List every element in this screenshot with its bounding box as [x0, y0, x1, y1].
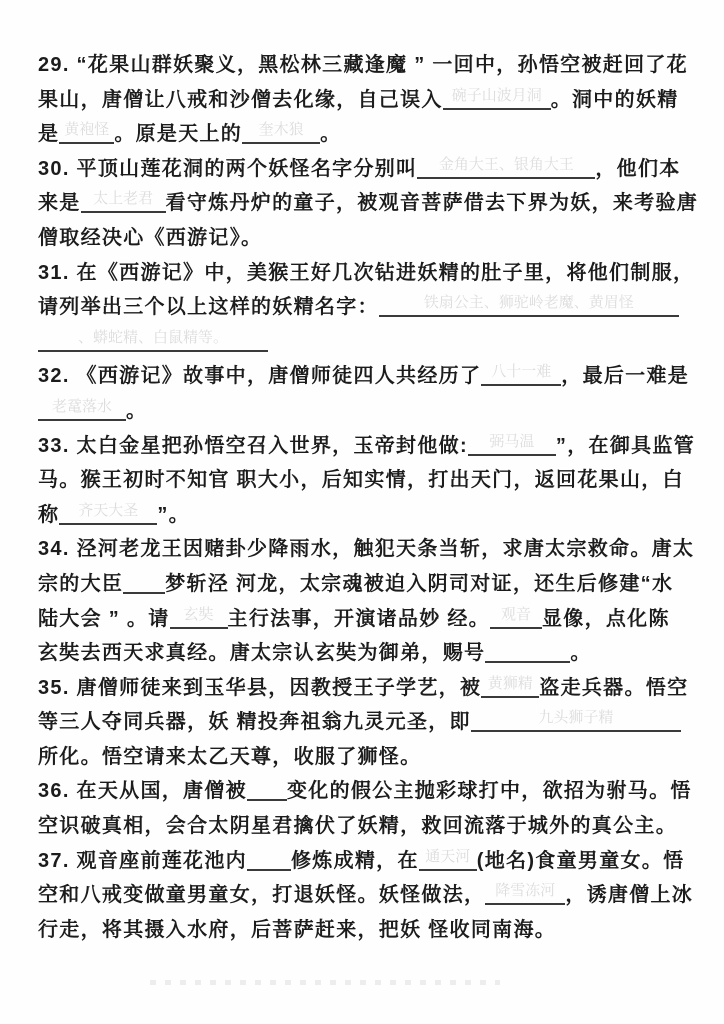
fill-in-blank: 降雪冻河 [485, 879, 565, 905]
question-30-line-3 [38, 221, 694, 256]
question-text: 修炼成精，在 [290, 849, 419, 872]
worksheet-content [38, 48, 699, 947]
question-text: ，诱唐僧上冰 [565, 884, 694, 907]
question-text: 请列举出三个以上这样的妖精名字： [38, 296, 379, 319]
question-text: 主行法事，开演诸品妙 经。 [227, 607, 490, 630]
question-text: 果山，唐僧让八戒和沙僧去化缘，自己误入 [38, 88, 443, 111]
question-30-line-1 [38, 152, 694, 187]
question-text: 变化的假公主抛彩球打中，欲招为驸马。悟 [286, 780, 692, 803]
question-36-line-1 [38, 774, 694, 809]
question-text: 空和八戒变做童男童女，打退妖怪。妖怪做法， [38, 884, 486, 907]
fill-in-blank: 齐天大圣 [59, 499, 157, 525]
question-text: ”。 [157, 503, 190, 526]
fill-in-blank: 八十一难 [481, 360, 561, 386]
question-text: ”，在御具监管 [555, 434, 696, 457]
question-text: (地名)食童男童女。悟 [476, 849, 685, 872]
fill-in-blank [247, 845, 291, 871]
fill-in-blank: 黄狮精 [481, 672, 539, 698]
question-text: 行走，将其摄入水府，后菩萨赶来，把妖 怪收同南海。 [38, 918, 557, 941]
question-34-line-4 [38, 636, 694, 671]
question-30-line-2 [38, 186, 699, 221]
question-text: ，他们本 [595, 157, 681, 180]
fill-in-blank [123, 568, 165, 594]
fill-in-blank: 、蟒蛇精、白鼠精等。 [38, 326, 268, 352]
question-text: 马。猴王初时不知官 职大小，后知实情，打出天门，返回花果山，白 [38, 469, 684, 492]
question-32-line-2 [38, 394, 694, 429]
fill-in-blank [485, 637, 570, 663]
question-29-line-3 [38, 117, 694, 152]
question-text: 所化。悟空请来太乙天尊，收服了狮怪。 [38, 745, 422, 768]
question-text: 31. 在《西游记》中，美猴王好几次钻进妖精的肚子里，将他们制服， [38, 261, 695, 284]
question-text: 是 [38, 123, 60, 146]
question-text: 僧取经决心《西游记》。 [38, 226, 263, 249]
question-text: 称 [38, 503, 60, 526]
question-text: 盗走兵器。悟空 [539, 676, 689, 699]
question-37-line-3 [38, 913, 694, 948]
fill-in-blank: 太上老君 [81, 187, 166, 213]
question-text: 陆大会 ” 。请 [38, 607, 170, 630]
fill-in-blank: 奎木狼 [242, 118, 320, 144]
question-31-line-3 [38, 325, 694, 360]
question-text: 。 [320, 123, 342, 146]
fill-in-blank: 九头狮子精 [471, 706, 681, 732]
question-text: 32. 《西游记》故事中，唐僧师徒四人共经历了 [38, 365, 482, 388]
question-35-line-1 [38, 671, 694, 706]
question-33-line-2 [38, 463, 694, 498]
question-36-line-2 [38, 809, 694, 844]
fill-in-blank: 通天河 [419, 845, 477, 871]
question-29-line-2 [38, 83, 694, 118]
fill-in-blank [247, 775, 287, 801]
question-31-line-2 [38, 290, 694, 325]
question-text: 宗的大臣 [38, 572, 124, 595]
question-text: 33. 太白金星把孙悟空召入世界，玉帝封他做: [38, 434, 468, 457]
faint-footer-text [150, 980, 500, 985]
question-text: 玄奘去西天求真经。唐太宗认玄奘为御弟，赐号 [38, 642, 486, 665]
fill-in-blank: 金角大王、银角大王 [417, 153, 595, 179]
fill-in-blank: 弼马温 [468, 430, 556, 456]
question-text: 来是 [38, 192, 81, 215]
fill-in-blank: 老鼋落水 [38, 395, 126, 421]
question-32-line-1 [38, 359, 694, 394]
question-34-line-3 [38, 602, 694, 637]
question-31-line-1 [38, 256, 694, 291]
question-text: ，最后一难是 [561, 365, 690, 388]
question-34-line-2 [38, 567, 694, 602]
question-text: 30. 平顶山莲花洞的两个妖怪名字分别叫 [38, 157, 418, 180]
question-text: 空识破真相，会合太阴星君擒伏了妖精，救回流落于城外的真公主。 [38, 815, 677, 838]
fill-in-blank: 铁扇公主、狮驼岭老魔、黄眉怪 [379, 291, 679, 317]
question-33-line-3 [38, 498, 694, 533]
question-text: 看守炼丹炉的童子，被观音菩萨借去下界为妖，来考验唐 [165, 192, 699, 215]
question-text: 37. 观音座前莲花池内 [38, 849, 247, 872]
question-text: 。洞中的妖精 [550, 88, 679, 111]
question-text: 等三人夺同兵器，妖 精投奔祖翁九灵元圣，即 [38, 711, 471, 734]
question-text: 35. 唐僧师徒来到玉华县，因教授王子学艺，被 [38, 676, 482, 699]
fill-in-blank: 观音 [490, 603, 542, 629]
question-34-line-1 [38, 532, 694, 567]
question-35-line-3 [38, 740, 694, 775]
question-33-line-1 [38, 429, 694, 464]
fill-in-blank: 玄奘 [170, 603, 228, 629]
question-text: 。 [570, 642, 592, 665]
question-37-line-1 [38, 844, 694, 879]
question-text: 。原是天上的 [114, 123, 243, 146]
fill-in-blank: 碗子山波月洞 [443, 84, 551, 110]
question-35-line-2 [38, 705, 694, 740]
question-29-line-1 [38, 48, 694, 83]
question-text: 梦斩泾 河龙，太宗魂被迫入阴司对证，还生后修建“水 [165, 572, 674, 595]
question-text: 29. “花果山群妖聚义，黑松林三藏逢魔 ” 一回中，孙悟空被赶回了花 [38, 54, 688, 76]
question-37-line-2 [38, 878, 694, 913]
question-text: 。 [126, 399, 148, 422]
question-text: 34. 泾河老龙王因赌卦少降雨水，触犯天条当斩，求唐太宗救命。唐太 [38, 538, 695, 561]
question-text: 36. 在天从国，唐僧被 [38, 780, 247, 803]
question-text: 显像，点化陈 [541, 607, 670, 630]
fill-in-blank: 黄袍怪 [59, 118, 114, 144]
